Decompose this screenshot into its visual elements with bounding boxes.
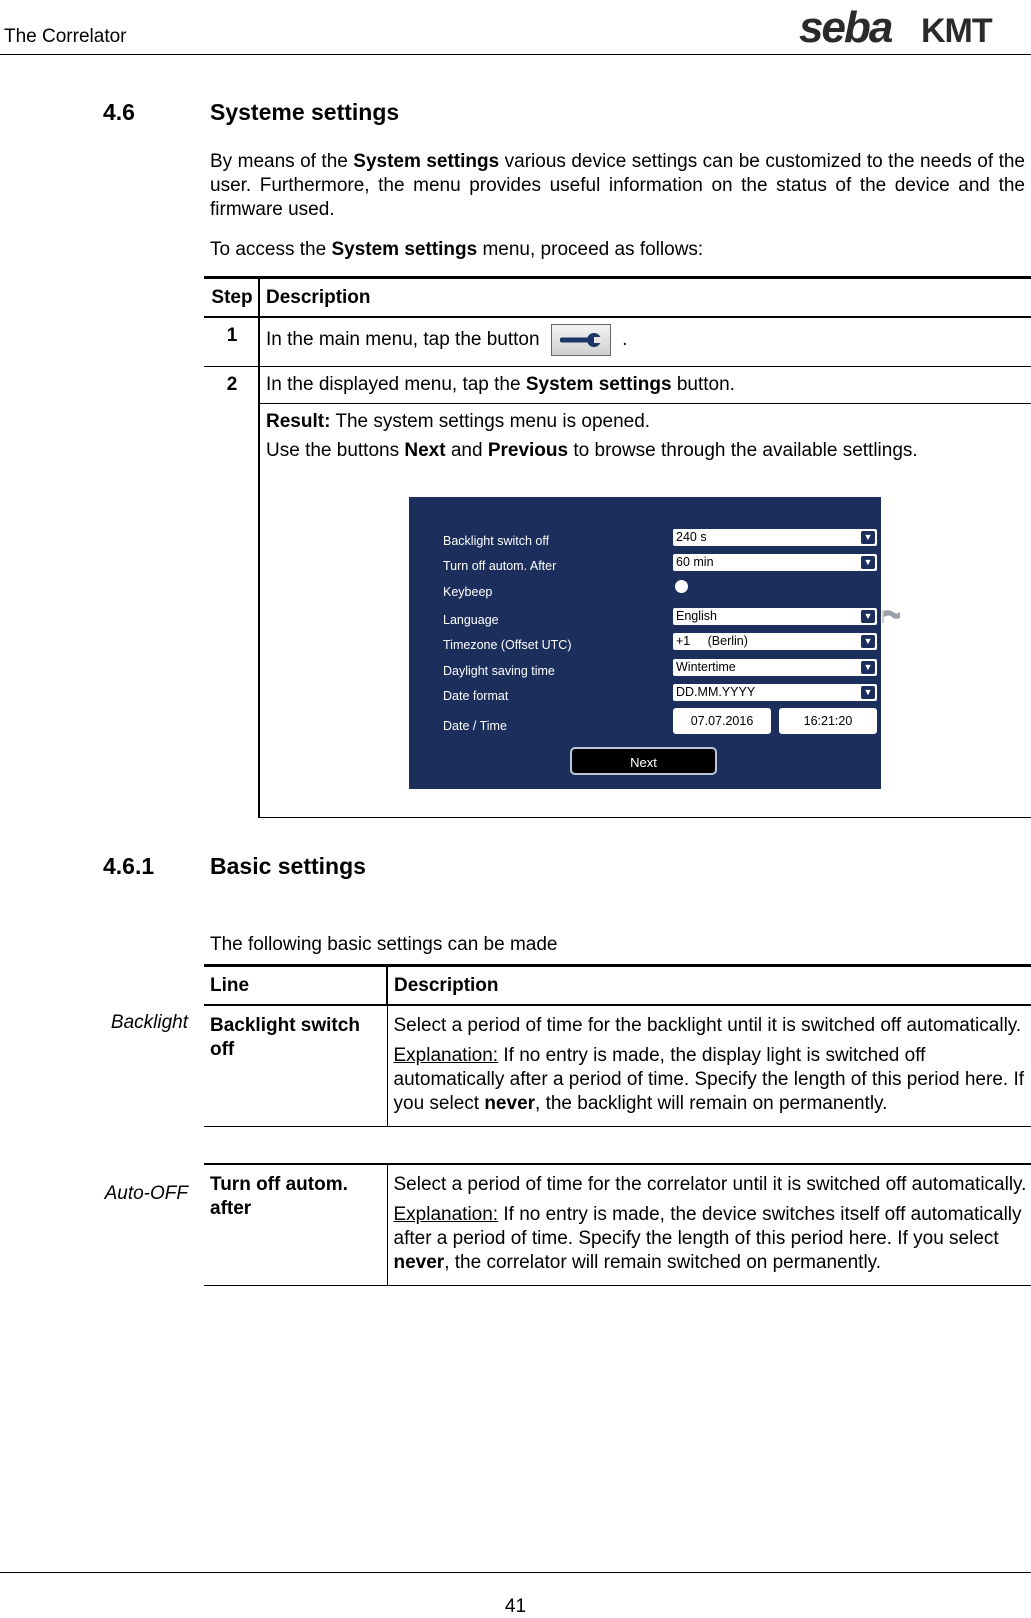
browse-and: and bbox=[445, 440, 488, 461]
result-line bbox=[266, 410, 1027, 434]
section-title: Basic settings bbox=[210, 853, 366, 879]
description-text: Select a period of time for the correlator until it is switched off automatically. bbox=[393, 1174, 1027, 1195]
line-description bbox=[387, 1164, 1031, 1286]
select-value: +1 (Berlin) bbox=[676, 634, 748, 648]
section-heading-4-6-1 bbox=[103, 853, 366, 880]
step1-end: . bbox=[622, 329, 628, 351]
step1-text: In the main menu, tap the button bbox=[266, 329, 540, 351]
setting-label: Daylight saving time bbox=[443, 664, 555, 678]
step-number: 1 bbox=[204, 317, 259, 367]
explanation-body: If no entry is made, the device switches itself off automatically after a period of time. Specify the length of this period here. If you select bbox=[393, 1204, 1022, 1249]
access-bold: System settings bbox=[331, 239, 478, 260]
intro-text: By means of the bbox=[210, 151, 354, 172]
access-text: To access the bbox=[210, 239, 332, 260]
setting-label: Timezone (Offset UTC) bbox=[443, 638, 572, 652]
svg-text:seba: seba bbox=[799, 4, 892, 48]
setting-label: Date format bbox=[443, 689, 509, 703]
dst-select[interactable] bbox=[673, 659, 877, 676]
table-row bbox=[204, 1164, 1031, 1286]
step2-text-rest: button. bbox=[671, 374, 735, 395]
setting-label: Date / Time bbox=[443, 719, 507, 733]
access-text-rest: menu, proceed as follows: bbox=[477, 239, 704, 260]
chevron-down-icon: ▼ bbox=[861, 531, 875, 544]
previous-bold: Previous bbox=[487, 440, 569, 461]
step-result bbox=[259, 404, 1031, 818]
table-spacer bbox=[204, 1127, 1031, 1165]
next-button[interactable]: Next bbox=[570, 747, 717, 775]
step-description bbox=[259, 367, 1031, 404]
explanation-end: , the correlator will remain switched on permanently. bbox=[444, 1252, 882, 1273]
intro-text-rest: various device settings can be customized to the needs of the user. Furthermore, the menu provides useful information on the status of the device and the firmware used. bbox=[210, 151, 1025, 220]
step2-text: In the displayed menu, tap the bbox=[266, 374, 526, 395]
chevron-down-icon: ▼ bbox=[861, 686, 875, 699]
explanation-text bbox=[394, 1044, 1028, 1116]
table-row bbox=[204, 404, 1031, 818]
intro-paragraph bbox=[210, 150, 1025, 222]
never-bold: never bbox=[393, 1252, 445, 1273]
basic-settings-table bbox=[204, 964, 1031, 1286]
setting-label: Turn off autom. After bbox=[443, 559, 557, 573]
section-heading-4-6 bbox=[103, 99, 399, 126]
browse-text: Use the buttons bbox=[266, 440, 405, 461]
result-label: Result: bbox=[266, 411, 331, 432]
select-value: 240 s bbox=[676, 530, 707, 544]
system-settings-screenshot bbox=[409, 497, 881, 789]
explanation-body: If no entry is made, the display light is switched off automatically after a period of time. Specify the length of this period here. If you select bbox=[393, 1045, 1025, 1114]
step-number: 2 bbox=[204, 367, 259, 818]
setting-label: Language bbox=[443, 613, 499, 627]
description-text: Select a period of time for the backlight until it is switched off automatically. bbox=[393, 1015, 1022, 1036]
col-description-header: Description bbox=[259, 278, 1031, 318]
explanation-label: Explanation: bbox=[393, 1045, 499, 1066]
backlight-select[interactable] bbox=[673, 529, 877, 546]
basic-intro: The following basic settings can be made bbox=[210, 934, 558, 955]
chevron-down-icon: ▼ bbox=[861, 661, 875, 674]
line-name: Backlight switch off bbox=[204, 1005, 387, 1127]
date-field[interactable]: 07.07.2016 bbox=[673, 708, 771, 734]
table-row bbox=[204, 317, 1031, 367]
table-row bbox=[204, 1005, 1031, 1127]
flag-icon bbox=[881, 609, 901, 623]
page-number: 41 bbox=[504, 1596, 527, 1617]
step2-bold: System settings bbox=[525, 374, 672, 395]
section-number: 4.6 bbox=[103, 99, 135, 125]
select-value: DD.MM.YYYY bbox=[676, 685, 756, 699]
margin-note-backlight: Backlight bbox=[110, 1012, 188, 1033]
col-step-header: Step bbox=[204, 278, 259, 318]
explanation-label: Explanation: bbox=[393, 1204, 499, 1225]
page-header bbox=[0, 0, 1031, 55]
spacer-cell bbox=[204, 1127, 1031, 1165]
access-paragraph bbox=[210, 238, 1025, 262]
explanation-text bbox=[394, 1203, 1028, 1275]
next-bold: Next bbox=[404, 440, 446, 461]
timezone-select[interactable] bbox=[673, 633, 877, 650]
document-title: The Correlator bbox=[4, 26, 127, 47]
time-field[interactable]: 16:21:20 bbox=[779, 708, 877, 734]
explanation-end: , the backlight will remain on permanently. bbox=[535, 1093, 888, 1114]
keybeep-radio[interactable] bbox=[675, 580, 688, 593]
svg-text:KMT: KMT bbox=[921, 12, 992, 48]
steps-header-row bbox=[204, 278, 1031, 318]
section-number: 4.6.1 bbox=[103, 853, 155, 879]
select-value: 60 min bbox=[676, 555, 714, 569]
basic-header-row bbox=[204, 966, 1031, 1006]
dateformat-select[interactable] bbox=[673, 684, 877, 701]
setting-label: Backlight switch off bbox=[443, 534, 550, 548]
browse-line bbox=[266, 439, 1027, 463]
intro-bold: System settings bbox=[353, 151, 500, 172]
chevron-down-icon: ▼ bbox=[861, 610, 875, 623]
col-description-header: Description bbox=[387, 966, 1031, 1006]
result-text: The system settings menu is opened. bbox=[330, 411, 651, 432]
section-title: Systeme settings bbox=[210, 99, 400, 125]
autooff-select[interactable] bbox=[673, 554, 877, 571]
select-value: Wintertime bbox=[676, 660, 736, 674]
settings-button[interactable] bbox=[551, 324, 611, 356]
never-bold: never bbox=[484, 1093, 536, 1114]
wrench-icon bbox=[560, 331, 602, 349]
steps-table bbox=[204, 276, 1031, 818]
select-value: English bbox=[676, 609, 717, 623]
col-line-header: Line bbox=[204, 966, 387, 1006]
browse-text-rest: to browse through the available settlings. bbox=[568, 440, 918, 461]
line-name: Turn off autom. after bbox=[204, 1164, 387, 1286]
language-select[interactable] bbox=[673, 608, 877, 625]
table-row bbox=[204, 367, 1031, 404]
sebakmt-logo bbox=[799, 4, 1029, 48]
setting-label: Keybeep bbox=[443, 585, 493, 599]
chevron-down-icon: ▼ bbox=[861, 556, 875, 569]
margin-note-autooff: Auto-OFF bbox=[104, 1183, 188, 1204]
footer-divider bbox=[0, 1572, 1031, 1573]
line-description bbox=[387, 1005, 1031, 1127]
step-description bbox=[259, 317, 1031, 367]
chevron-down-icon: ▼ bbox=[861, 635, 875, 648]
